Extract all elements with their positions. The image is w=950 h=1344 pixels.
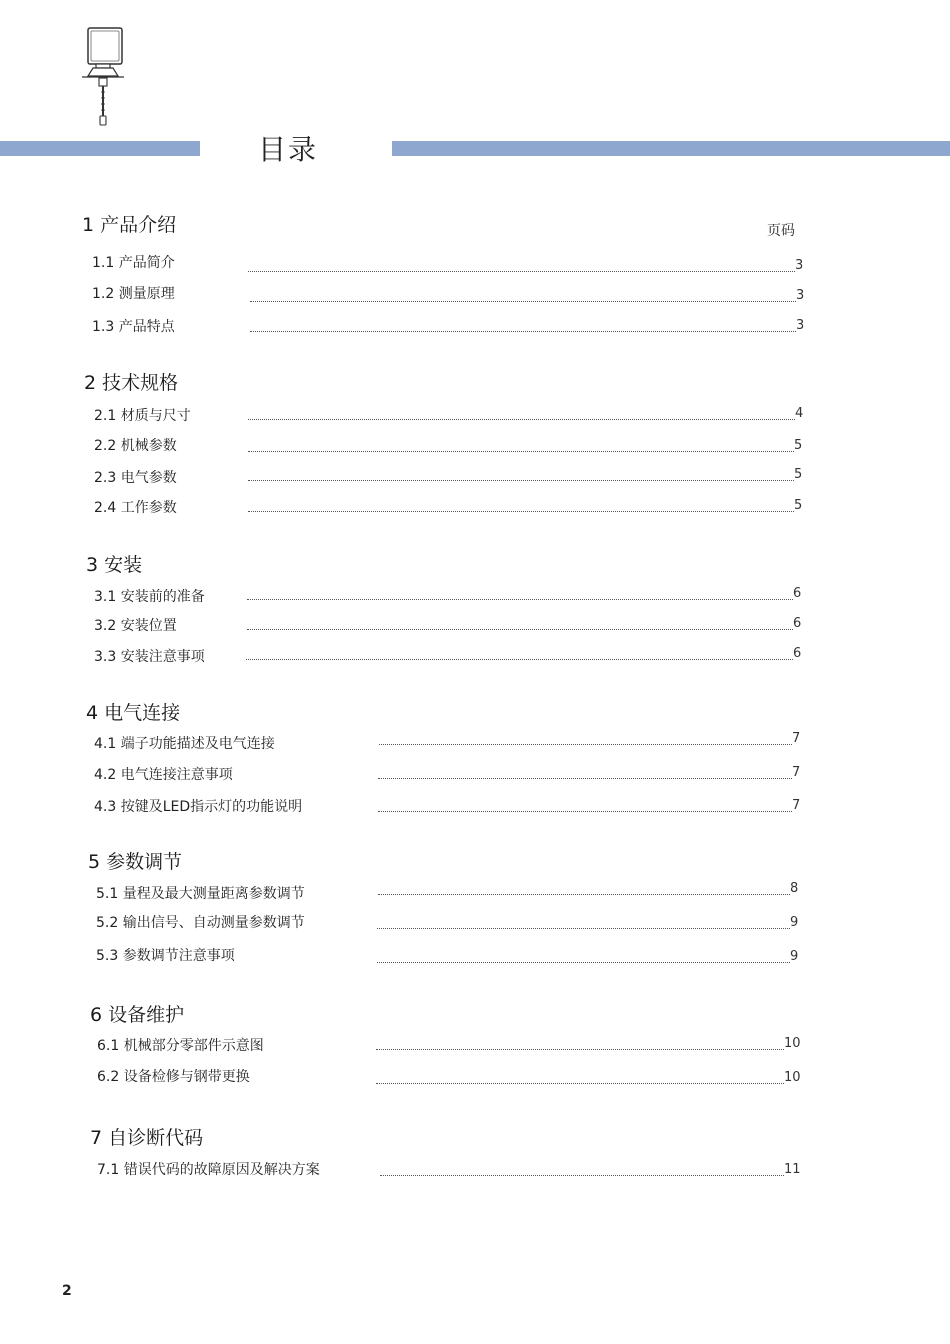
dot-leader <box>248 271 795 272</box>
toc-entry-page-number: 3 <box>796 288 805 303</box>
toc-entry-page-number: 3 <box>795 258 804 273</box>
section-title: 4 电气连接 <box>86 702 181 724</box>
toc-entry[interactable] <box>94 497 814 517</box>
toc-entry-page-number: 10 <box>784 1036 801 1051</box>
toc-entry-label: 3.3 安装注意事项 <box>94 649 205 665</box>
toc-entry[interactable] <box>94 586 813 606</box>
section-title: 5 参数调节 <box>88 851 183 873</box>
toc-entry[interactable] <box>92 316 816 336</box>
section-title: 3 安装 <box>86 554 143 576</box>
toc-entry-label: 4.2 电气连接注意事项 <box>94 767 233 783</box>
toc-entry-page-number: 8 <box>790 881 799 896</box>
dot-leader <box>248 511 794 512</box>
toc-entry-label: 6.2 设备检修与钢带更换 <box>97 1069 250 1085</box>
dot-leader <box>247 599 793 600</box>
level-sensor-device-icon <box>78 26 128 134</box>
dot-leader <box>248 451 794 452</box>
dot-leader <box>248 419 795 420</box>
toc-entry[interactable] <box>96 945 810 965</box>
toc-entry-page-number: 6 <box>793 586 802 601</box>
dot-leader <box>379 744 792 745</box>
toc-entry-page-number: 6 <box>793 616 802 631</box>
toc-entry-label: 1.3 产品特点 <box>92 319 175 335</box>
dot-leader <box>250 301 796 302</box>
dot-leader <box>250 331 796 332</box>
toc-entry[interactable] <box>92 252 815 272</box>
toc-entry-label: 2.4 工作参数 <box>94 500 177 516</box>
toc-entry-label: 5.2 输出信号、自动测量参数调节 <box>96 915 305 931</box>
section-title: 2 技术规格 <box>84 372 179 394</box>
dot-leader <box>248 480 794 481</box>
toc-entry-page-number: 7 <box>792 765 801 780</box>
page-number: 2 <box>62 1283 72 1299</box>
toc-entry-page-number: 7 <box>792 798 801 813</box>
toc-entry-page-number: 5 <box>794 438 803 453</box>
toc-entry[interactable] <box>94 435 814 455</box>
toc-entry-label: 5.1 量程及最大测量距离参数调节 <box>96 886 305 902</box>
dot-leader <box>377 962 790 963</box>
toc-entry-label: 1.1 产品简介 <box>92 255 175 271</box>
toc-entry[interactable] <box>94 796 812 816</box>
toc-entry[interactable] <box>94 646 813 666</box>
page-title: 目录 <box>258 133 319 166</box>
section-title: 7 自诊断代码 <box>90 1127 204 1149</box>
toc-entry-page-number: 9 <box>790 949 799 964</box>
dot-leader <box>378 811 792 812</box>
section-title: 6 设备维护 <box>90 1004 185 1026</box>
toc-entry-label: 2.3 电气参数 <box>94 470 177 486</box>
toc-entry-page-number: 5 <box>794 498 803 513</box>
toc-entry[interactable] <box>97 1159 804 1179</box>
toc-entry-label: 4.3 按键及LED指示灯的功能说明 <box>94 799 303 815</box>
toc-entry-page-number: 10 <box>784 1070 801 1085</box>
dot-leader <box>378 778 792 779</box>
toc-entry[interactable] <box>94 733 812 753</box>
header-accent-band-right <box>392 141 950 156</box>
toc-entry-label: 2.2 机械参数 <box>94 438 177 454</box>
toc-entry[interactable] <box>94 405 815 425</box>
dot-leader <box>246 659 793 660</box>
toc-entry[interactable] <box>97 1035 804 1055</box>
toc-entry-page-number: 5 <box>794 467 803 482</box>
toc-entry-label: 5.3 参数调节注意事项 <box>96 948 235 964</box>
toc-entry-label: 6.1 机械部分零部件示意图 <box>97 1038 264 1054</box>
dot-leader <box>247 629 793 630</box>
toc-entry-page-number: 4 <box>795 406 804 421</box>
toc-entry-label: 2.1 材质与尺寸 <box>94 408 191 424</box>
toc-entry[interactable] <box>92 283 816 303</box>
toc-entry-label: 7.1 错误代码的故障原因及解决方案 <box>97 1162 320 1178</box>
dot-leader <box>376 1049 784 1050</box>
toc-entry-page-number: 11 <box>784 1162 801 1177</box>
toc-entry-page-number: 9 <box>790 915 799 930</box>
toc-entry-page-number: 7 <box>792 731 801 746</box>
toc-entry-label: 3.1 安装前的准备 <box>94 589 205 605</box>
dot-leader <box>378 894 790 895</box>
section-title: 1 产品介绍 <box>82 214 177 236</box>
toc-entry-page-number: 6 <box>793 646 802 661</box>
toc-entry-label: 4.1 端子功能描述及电气连接 <box>94 736 275 752</box>
dot-leader <box>377 928 790 929</box>
toc-entry[interactable] <box>97 1066 804 1086</box>
toc-entry[interactable] <box>94 615 813 635</box>
toc-entry-page-number: 3 <box>796 318 805 333</box>
toc-entry-label: 1.2 测量原理 <box>92 286 175 302</box>
toc-entry[interactable] <box>96 883 810 903</box>
toc-entry[interactable] <box>94 764 812 784</box>
toc-entry-label: 3.2 安装位置 <box>94 618 177 634</box>
header-accent-band-left <box>0 141 200 156</box>
toc-entry[interactable] <box>96 912 810 932</box>
dot-leader <box>376 1083 784 1084</box>
dot-leader <box>380 1175 784 1176</box>
page-column-header: 页码 <box>767 223 795 239</box>
toc-entry[interactable] <box>94 467 814 487</box>
